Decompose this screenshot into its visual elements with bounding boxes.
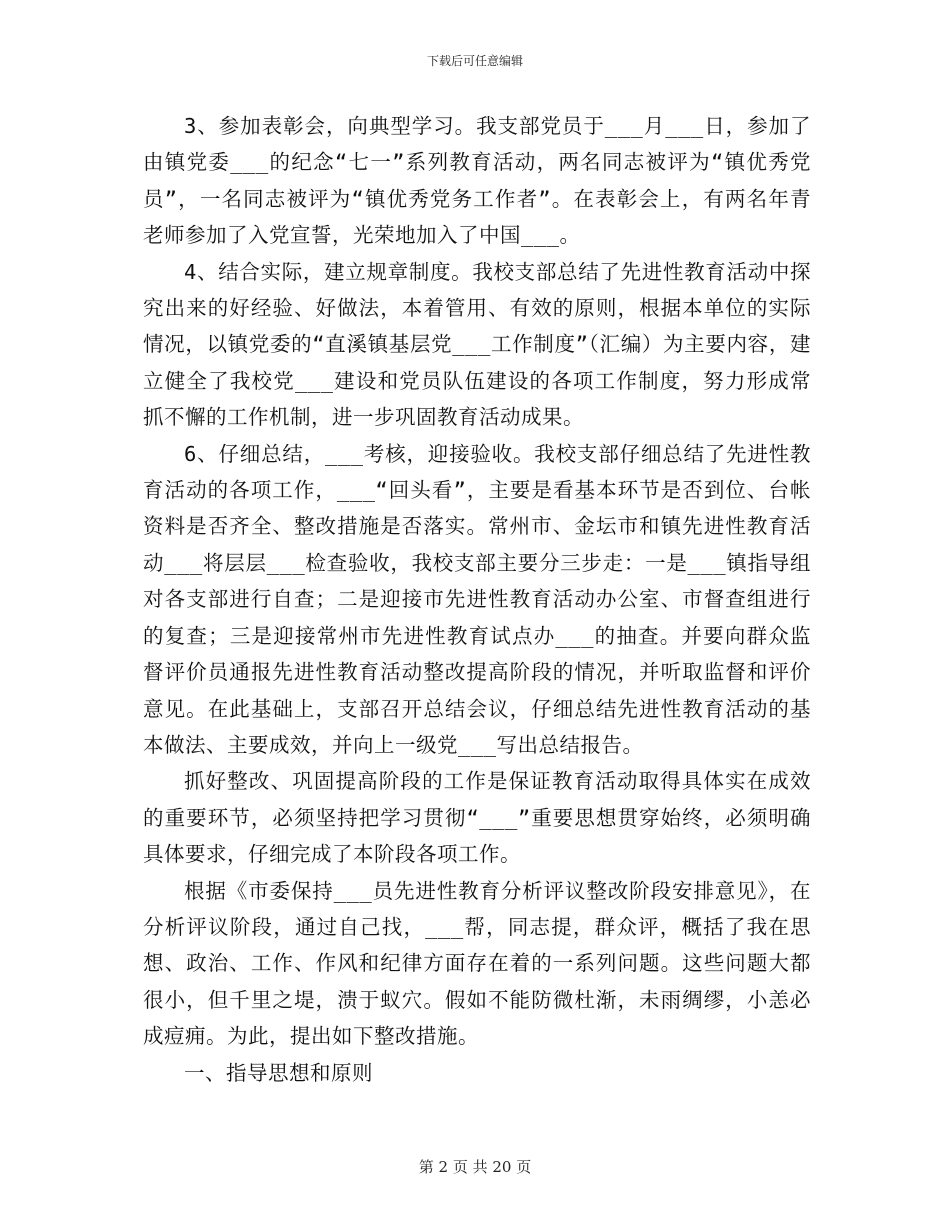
paragraph-regulations: 4、结合实际，建立规章制度。我校支部总结了先进性教育活动中探究出来的好经验、好做法，本着管用、有效的原则，根据本单位的实际情况，以镇党委的“直溪镇基层党___工作制度”（汇编）为主要内容，建立健全了我校党___建设和党员队伍建设的各项工作制度，努力形成常抓不懈的工作机制，进一步巩固教育活动成果。 xyxy=(143,259,811,430)
paragraph-evaluation: 根据《市委保持___员先进性教育分析评议整改阶段安排意见》，在分析评议阶段，通过自己找，___帮，同志提，群众评，概括了我在思想、政治、工作、作风和纪律方面存在着的一系列问题。这些问题大都很小，但千里之堤，溃于蚁穴。假如不能防微杜渐，未雨绸缪，小恙必成痘痈。为此，提出如下整改措施。 xyxy=(143,878,811,1049)
paragraph-summary-review: 6、仔细总结，___考核，迎接验收。我校支部仔细总结了先进性教育活动的各项工作，___“回头看”，主要是看基本环节是否到位、台帐资料是否齐全、整改措施是否落实。常州市、金坛市和镇先进性教育活动___将层层___检查验收，我校支部主要分三步走：一是___镇指导组对各支部进行自查；二是迎接市先进性教育活动办公室、市督查组进行的复查；三是迎接常州市先进性教育试点办___的抽查。并要向群众监督评价员通报先进性教育活动整改提高阶段的情况，并听取监督和评价意见。在此基础上，支部召开总结会议，仔细总结先进性教育活动的基本做法、主要成效，并向上一级党___写出总结报告。 xyxy=(143,441,811,757)
paragraph-commendation: 3、参加表彰会，向典型学习。我支部党员于___月___日，参加了由镇党委___的纪念“七一”系列教育活动，两名同志被评为“镇优秀党员”，一名同志被评为“镇优秀党务工作者”。在表彰会上，有两名年青老师参加了入党宣誓，光荣地加入了中国___。 xyxy=(143,114,811,248)
page-header: 下载后可任意编辑 xyxy=(426,54,523,68)
document-body xyxy=(143,108,811,1091)
page-number-footer: 第 2 页 共 20 页 xyxy=(418,1158,532,1176)
section-heading-guiding-principles: 一、指导思想和原则 xyxy=(184,1060,373,1085)
paragraph-rectification-stage: 抓好整改、巩固提高阶段的工作是保证教育活动取得具体实在成效的重要环节，必须坚持把学习贯彻“___”重要思想贯穿始终，必须明确具体要求，仔细完成了本阶段各项工作。 xyxy=(143,769,811,867)
